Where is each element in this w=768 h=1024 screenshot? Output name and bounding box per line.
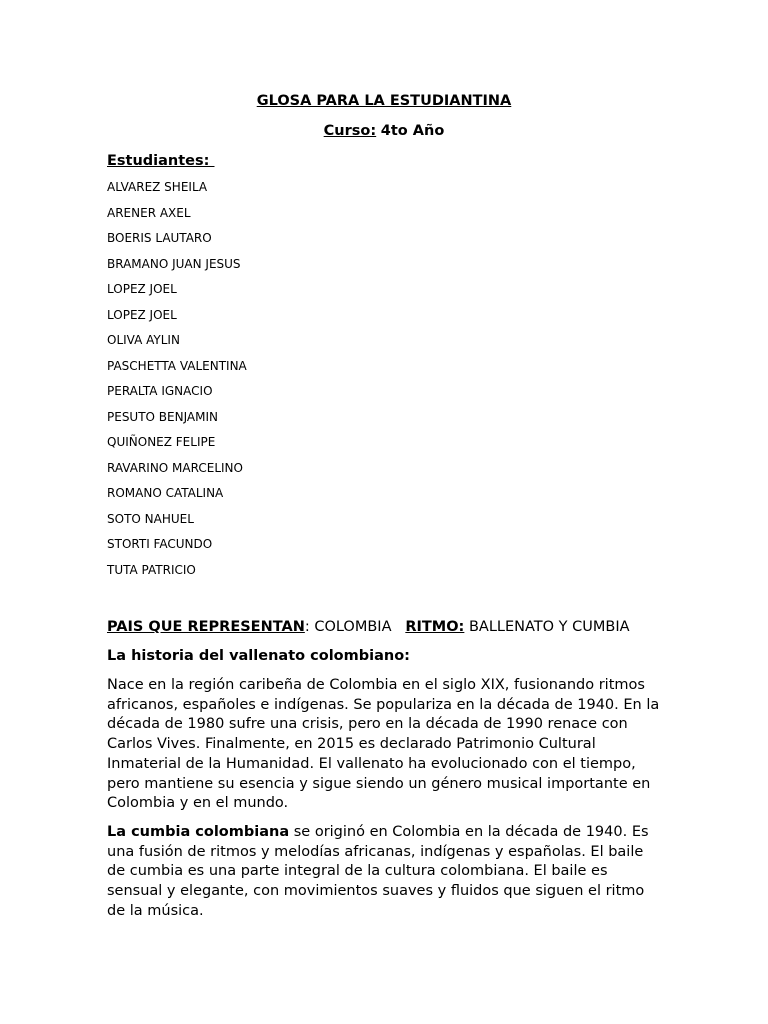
student-item: LOPEZ JOEL [107,307,177,322]
student-item: PERALTA IGNACIO [107,384,213,398]
student-item: ARENER AXEL [107,205,191,220]
student-item: BOERIS LAUTARO [107,231,212,245]
course-value: 4to Año [380,123,445,139]
student-item: ALVAREZ SHEILA [107,180,208,194]
students-list [107,177,247,585]
student-item: RAVARINO MARCELINO [107,460,243,475]
country-label: PAIS QUE REPRESENTAN [107,619,305,635]
student-item: QUIÑONEZ FELIPE [107,435,216,449]
student-item: ROMANO CATALINA [107,486,224,500]
student-item: LOPEZ JOEL [107,282,177,296]
document-title: GLOSA PARA LA ESTUDIANTINA [256,93,512,109]
student-item: SOTO NAHUEL [107,511,194,526]
vallenato-paragraph: Nace en la región caribeña de Colombia en el siglo XIX, fusionando ritmos africanos, españoles e indígenas. Se populariza en la década de 1940. En la década de 1980 sufre una crisis, pero en la década de 1990 renace con Carlos Vives. Finalmente, en 2015 es declarado Patrimonio Cultural Inmaterial de la Humanidad. El vallenato ha evolucionado con el tiempo, pero mantiene su esencia y sigue siendo un género musical importante en Colombia y en el mundo. [107,677,660,812]
student-item: TUTA PATRICIO [107,562,196,577]
vallenato-heading: La historia del vallenato colombiano: [107,648,410,664]
rhythm-label: RITMO: [405,619,465,635]
course-label: Curso: [323,123,377,139]
rhythm-value: BALLENATO Y CUMBIA [464,619,630,635]
student-item: PASCHETTA VALENTINA [107,358,247,373]
cumbia-lead: La cumbia colombiana [107,824,290,840]
student-item: PESUTO BENJAMIN [107,409,219,424]
country-rhythm-line [107,617,630,637]
cumbia-paragraph [107,823,663,922]
students-heading: Estudiantes: [107,153,215,169]
country-value: : COLOMBIA [304,619,406,635]
student-item: STORTI FACUNDO [107,537,213,551]
student-item: BRAMANO JUAN JESUS [107,256,241,271]
student-item: OLIVA AYLIN [107,333,180,347]
course-line [0,121,768,141]
cumbia-text: se originó en Colombia en la década de 1940. Es una fusión de ritmos y melodías africanas, indígenas y españolas. El baile de cumbia es una parte integral de la cultura colombiana. El baile es sensual y elegante, con movimientos suaves y fluidos que siguen el ritmo de la música. [107,824,649,919]
